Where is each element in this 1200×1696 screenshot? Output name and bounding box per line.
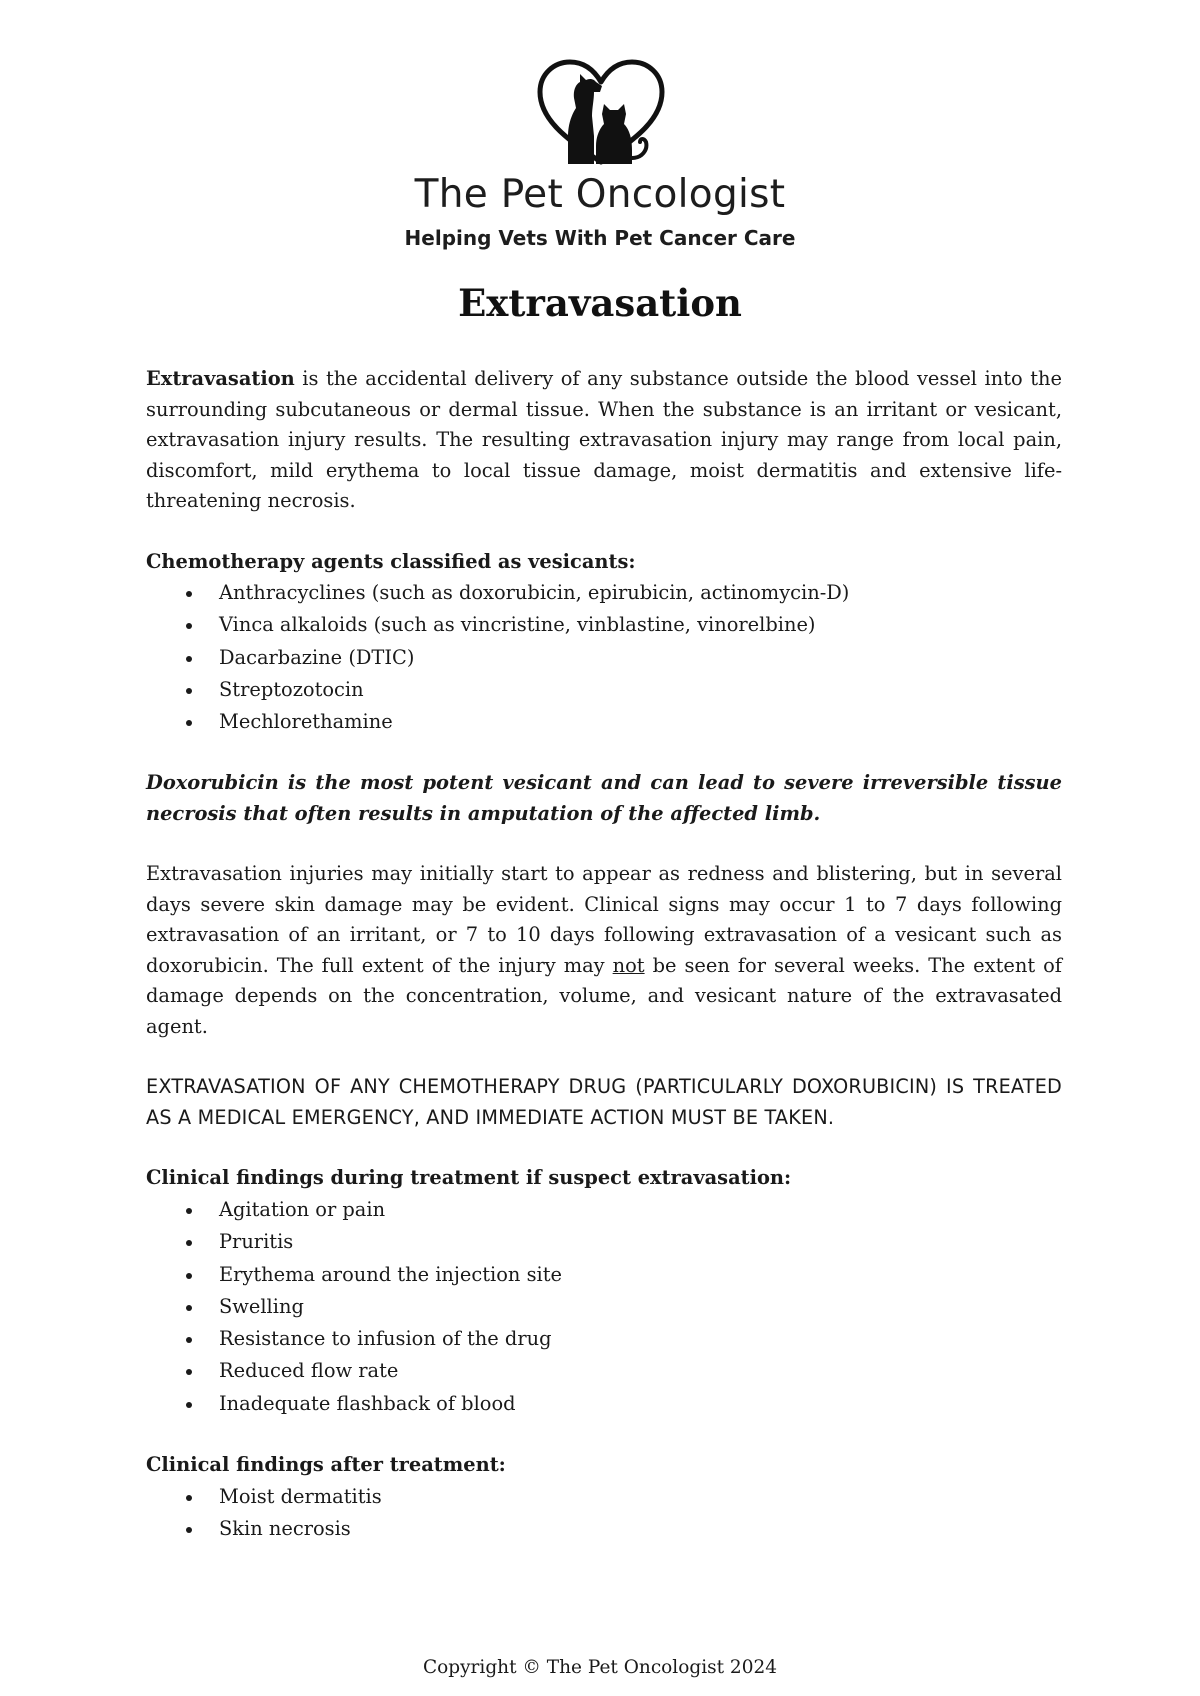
list-item: Agitation or pain <box>219 1194 1062 1226</box>
list-item: Dacarbazine (DTIC) <box>219 642 1062 674</box>
injury-text-before: Extravasation injuries may initially start to appear as redness and blistering, but in several days severe skin damage may be evident. Clinical signs may occur 1 to 7 days following extravasation of an irritant, or 7 to 10 days following extravasation of a vesicant such as doxorubicin. The full extent of the injury may <box>146 862 1062 977</box>
findings-after-list <box>146 1481 1062 1546</box>
findings-after-heading: Clinical findings after treatment: <box>146 1453 506 1477</box>
list-item: Streptozotocin <box>219 674 1062 706</box>
document-body <box>146 364 1062 1575</box>
list-item: Mechlorethamine <box>219 706 1062 738</box>
intro-paragraph <box>146 364 1062 517</box>
list-item: Inadequate flashback of blood <box>219 1388 1062 1420</box>
list-item: Anthracyclines (such as doxorubicin, epirubicin, actinomycin-D) <box>219 577 1062 609</box>
doxorubicin-note: Doxorubicin is the most potent vesicant and can lead to severe irreversible tissue necrosis that often results in amputation of the affected limb. <box>146 771 1062 825</box>
vesicants-list <box>146 577 1062 738</box>
injury-paragraph <box>146 859 1062 1042</box>
list-item: Reduced flow rate <box>219 1355 1062 1387</box>
findings-during-heading: Clinical findings during treatment if suspect extravasation: <box>146 1166 792 1190</box>
emergency-notice: EXTRAVASATION OF ANY CHEMOTHERAPY DRUG (PARTICULARLY DOXORUBICIN) IS TREATED AS A MEDICAL EMERGENCY, AND IMMEDIATE ACTION MUST BE TAKEN. <box>146 1075 1062 1129</box>
brand-tagline: Helping Vets With Pet Cancer Care <box>404 226 796 250</box>
injury-text-underlined: not <box>612 953 645 977</box>
list-item: Swelling <box>219 1291 1062 1323</box>
page-title: Extravasation <box>458 281 742 325</box>
findings-during-list <box>146 1194 1062 1420</box>
list-item: Moist dermatitis <box>219 1481 1062 1513</box>
intro-text: is the accidental delivery of any substance outside the blood vessel into the surrounding subcutaneous or dermal tissue. When the substance is an irritant or vesicant, extravasation injury results. The resulting extravasation injury may range from local pain, discomfort, mild erythema to local tissue damage, moist dermatitis and extensive life-threatening necrosis. <box>146 367 1062 512</box>
list-item: Pruritis <box>219 1226 1062 1258</box>
vesicants-heading: Chemotherapy agents classified as vesicants: <box>146 549 636 573</box>
injury-text-after: be seen for several weeks. The extent of damage depends on the concentration, volume, and vesicant nature of the extravasated agent. <box>146 953 1062 1038</box>
list-item: Skin necrosis <box>219 1513 1062 1545</box>
list-item: Erythema around the injection site <box>219 1259 1062 1291</box>
brand-name: The Pet Oncologist <box>414 172 786 217</box>
intro-term: Extravasation <box>146 367 295 390</box>
copyright-footer: Copyright © The Pet Oncologist 2024 <box>422 1657 778 1678</box>
pet-heart-logo-icon <box>534 58 668 166</box>
list-item: Vinca alkaloids (such as vincristine, vinblastine, vinorelbine) <box>219 609 1062 641</box>
list-item: Resistance to infusion of the drug <box>219 1323 1062 1355</box>
